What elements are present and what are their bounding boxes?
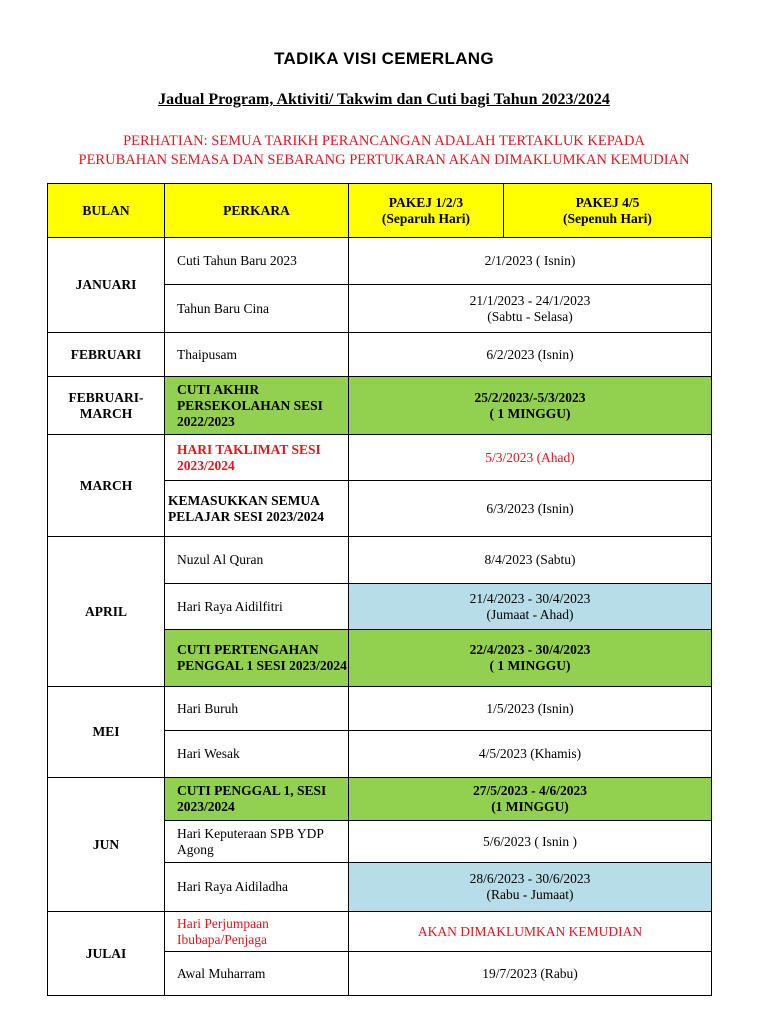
header-bulan: BULAN (48, 184, 165, 238)
table-row (48, 912, 712, 952)
notice-line-2: PERUBAHAN SEMASA DAN SEBARANG PERTUKARAN AKAN DIMAKLUMKAN KEMUDIAN (78, 152, 690, 168)
notice (0, 132, 768, 170)
item-cell: Thaipusam (165, 333, 349, 377)
date-cell (349, 377, 712, 435)
table-row (48, 238, 712, 285)
month-line-1: FEBRUARI- (68, 389, 144, 405)
date-line-2: (1 MINGGU) (491, 799, 569, 814)
date-line-2: ( 1 MINGGU) (489, 405, 571, 421)
header-pakej-45-line1: PAKEJ 4/5 (575, 194, 640, 210)
month-march: MARCH (48, 435, 165, 537)
date-cell: 1/5/2023 (Isnin) (349, 687, 712, 731)
table-row (48, 537, 712, 584)
date-cell: 6/2/2023 (Isnin) (349, 333, 712, 377)
header-pakej-45-line2: (Sepenuh Hari) (563, 210, 652, 226)
item-cell: Awal Muharram (165, 952, 349, 996)
item-cell: CUTI PENGGAL 1, SESI 2023/2024 (165, 778, 349, 821)
table-row (48, 333, 712, 377)
date-cell (349, 778, 712, 821)
month-line-2: MARCH (79, 405, 133, 421)
date-cell: 4/5/2023 (Khamis) (349, 731, 712, 778)
table-row (48, 377, 712, 435)
item-cell: Tahun Baru Cina (165, 285, 349, 333)
date-cell: 6/3/2023 (Isnin) (349, 481, 712, 537)
table-header-row (48, 184, 712, 238)
item-cell: Hari Wesak (165, 731, 349, 778)
date-cell (349, 630, 712, 687)
date-line-2: ( 1 MINGGU) (489, 658, 571, 673)
date-cell: AKAN DIMAKLUMKAN KEMUDIAN (349, 912, 712, 952)
page-title: TADIKA VISI CEMERLANG (274, 49, 494, 68)
date-cell (349, 285, 712, 333)
header-perkara: PERKARA (165, 184, 349, 238)
date-line-1: 28/6/2023 - 30/6/2023 (469, 871, 591, 886)
item-cell: Cuti Tahun Baru 2023 (165, 238, 349, 285)
item-cell: Hari Buruh (165, 687, 349, 731)
page-subtitle: Jadual Program, Aktiviti/ Takwim dan Cuti bagi Tahun 2023/2024 (158, 91, 610, 108)
item-cell: CUTI AKHIR PERSEKOLAHAN SESI 2022/2023 (165, 377, 349, 435)
item-cell: Hari Perjumpaan Ibubapa/Penjaga (165, 912, 349, 952)
item-cell: CUTI PERTENGAHAN PENGGAL 1 SESI 2023/2024 (165, 630, 349, 687)
notice-line-1: PERHATIAN: SEMUA TARIKH PERANCANGAN ADALAH TERTAKLUK KEPADA (123, 133, 645, 149)
date-cell: 2/1/2023 ( Isnin) (349, 238, 712, 285)
month-april: APRIL (48, 537, 165, 687)
table-row (48, 435, 712, 481)
date-line-2: (Sabtu - Selasa) (487, 308, 573, 324)
date-line-1: 21/4/2023 - 30/4/2023 (469, 590, 591, 606)
month-februari: FEBRUARI (48, 333, 165, 377)
month-mei: MEI (48, 687, 165, 778)
item-cell: KEMASUKKAN SEMUA PELAJAR SESI 2023/2024 (165, 481, 349, 537)
item-cell: Hari Keputeraan SPB YDP Agong (165, 821, 349, 863)
date-line-1: 22/4/2023 - 30/4/2023 (469, 642, 591, 657)
date-cell: 8/4/2023 (Sabtu) (349, 537, 712, 584)
header-pakej-123 (349, 184, 504, 238)
month-januari: JANUARI (48, 238, 165, 333)
date-line-2: (Jumaat - Ahad) (486, 606, 574, 622)
item-cell: Nuzul Al Quran (165, 537, 349, 584)
item-cell: Hari Raya Aidiladha (165, 863, 349, 912)
date-cell: 19/7/2023 (Rabu) (349, 952, 712, 996)
date-line-1: 27/5/2023 - 4/6/2023 (473, 783, 587, 798)
month-februari-march (48, 377, 165, 435)
table-row (48, 687, 712, 731)
header-pakej-123-line1: PAKEJ 1/2/3 (388, 194, 464, 210)
schedule-table (47, 183, 712, 996)
date-cell: 5/3/2023 (Ahad) (349, 435, 712, 481)
header-pakej-123-line2: (Separuh Hari) (381, 210, 471, 226)
date-cell (349, 863, 712, 912)
month-julai: JULAI (48, 912, 165, 996)
month-jun: JUN (48, 778, 165, 912)
header-pakej-45 (504, 184, 712, 238)
date-line-1: 25/2/2023/-5/3/2023 (474, 389, 586, 405)
date-cell (349, 584, 712, 630)
item-cell: HARI TAKLIMAT SESI 2023/2024 (165, 435, 349, 481)
date-line-1: 21/1/2023 - 24/1/2023 (469, 292, 591, 308)
table-row (48, 778, 712, 821)
date-line-2: (Rabu - Jumaat) (486, 887, 574, 902)
item-cell: Hari Raya Aidilfitri (165, 584, 349, 630)
date-cell: 5/6/2023 ( Isnin ) (349, 821, 712, 863)
